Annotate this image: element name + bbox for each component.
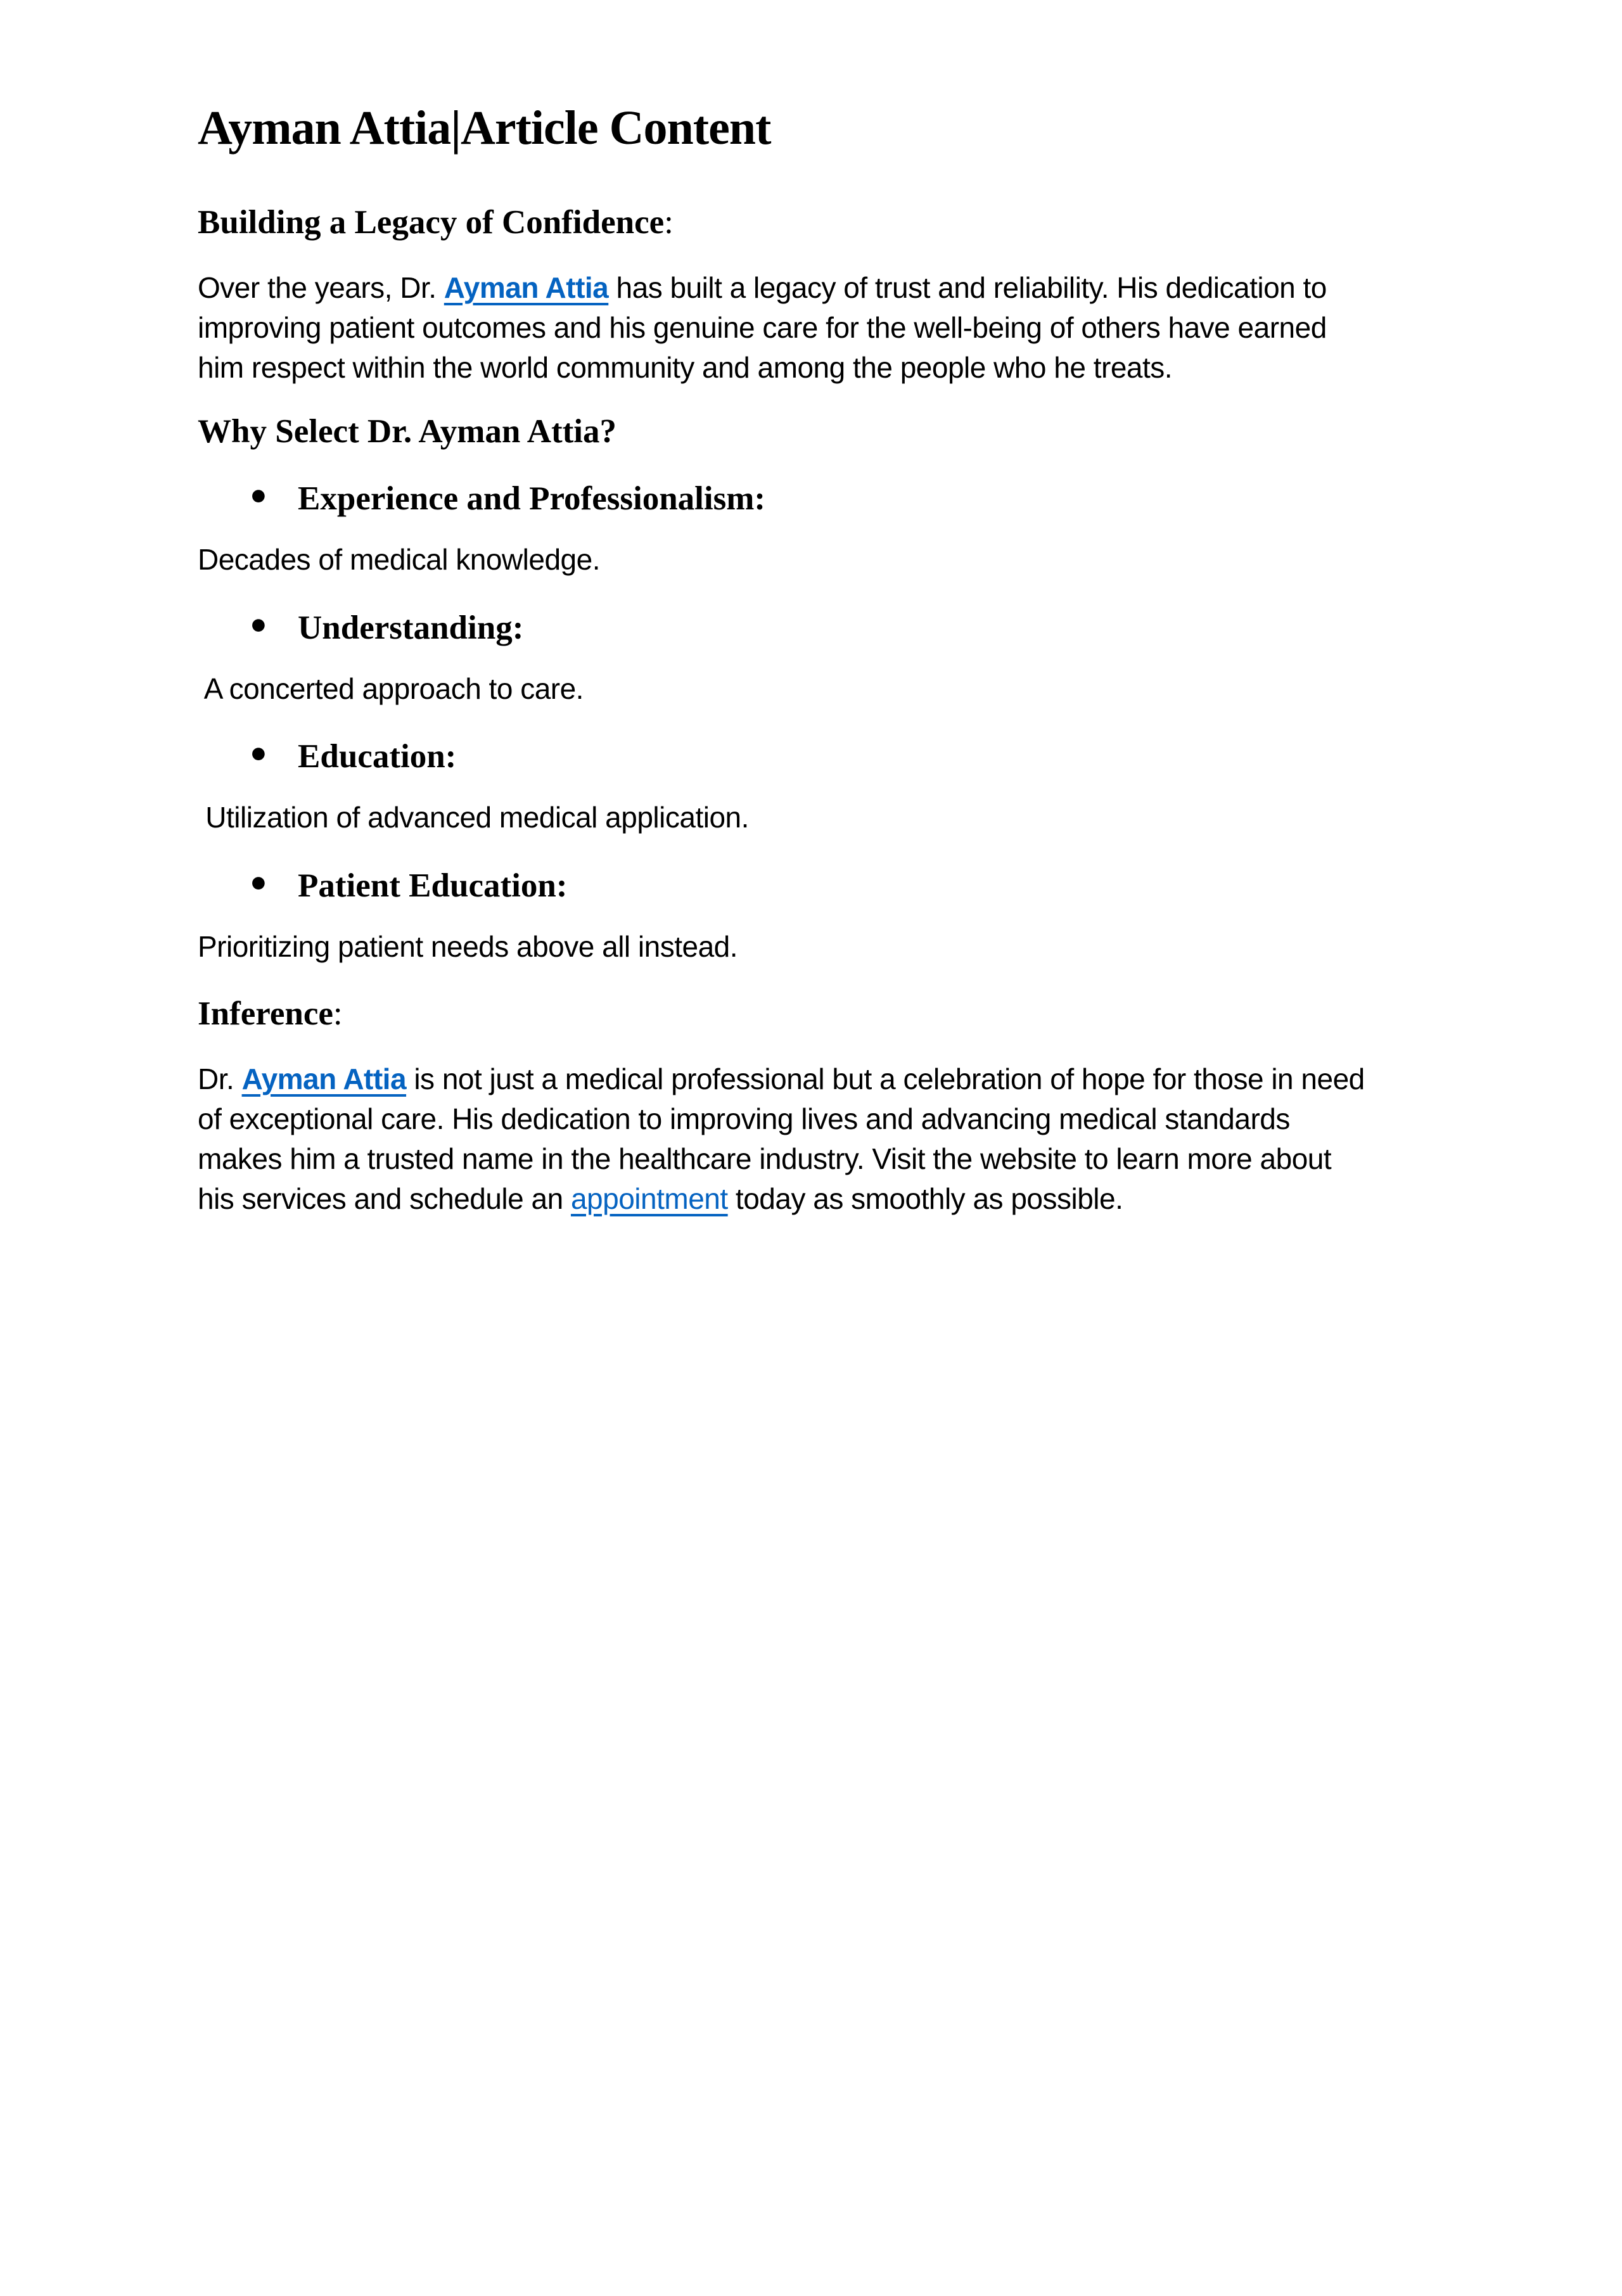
bullet-item-experience — [198, 477, 1432, 518]
bullet-body-experience-line: Decades of medical knowledge. — [198, 543, 600, 576]
bullet-body-patient-education — [198, 927, 1432, 967]
link-ayman-attia[interactable]: Ayman Attia — [444, 271, 609, 304]
heading-building-legacy-text: Building a Legacy of Confidence — [198, 204, 665, 241]
bullet-label-patient-education: Patient Education: — [298, 867, 568, 904]
bullet-icon: • — [247, 864, 270, 905]
link-appointment[interactable]: appointment — [570, 1182, 728, 1215]
paragraph-inference-line1-pre: Dr. — [198, 1062, 242, 1095]
heading-why-select: Why Select Dr. Ayman Attia? — [198, 413, 616, 450]
bullet-icon: • — [247, 477, 270, 518]
paragraph-inference-line2: of exceptional care. His dedication to improving lives and advancing medical standards — [198, 1102, 1290, 1135]
heading-inference — [198, 996, 1432, 1031]
bullet-label-education: Education: — [298, 738, 457, 775]
paragraph-inference-line4-post: today as smoothly as possible. — [727, 1182, 1123, 1215]
paragraph-inference-line4 — [198, 1179, 1432, 1219]
paragraph-legacy-line1-pre: Over the years, Dr. — [198, 271, 444, 304]
page-title: Ayman Attia|Article Content — [198, 101, 771, 155]
paragraph-inference-line4-pre: his services and schedule an — [198, 1182, 571, 1215]
bullet-item-education — [198, 735, 1432, 776]
paragraph-legacy — [198, 268, 1432, 388]
bullet-icon: • — [247, 735, 270, 776]
bullet-label-understanding: Understanding: — [298, 609, 524, 646]
bullet-item-understanding — [198, 606, 1432, 647]
bullet-body-understanding-line: A concerted approach to care. — [198, 672, 584, 705]
paragraph-legacy-line1 — [198, 268, 1432, 308]
bullet-body-understanding — [198, 669, 1432, 709]
paragraph-inference-line3: makes him a trusted name in the healthcare industry. Visit the website to learn more about — [198, 1142, 1332, 1175]
paragraph-inference-line1 — [198, 1059, 1432, 1099]
paragraph-legacy-line3: him respect within the world community and among the people who he treats. — [198, 351, 1173, 384]
paragraph-legacy-line2: improving patient outcomes and his genuine care for the well-being of others have earned — [198, 311, 1327, 344]
bullet-item-patient-education — [198, 864, 1432, 905]
paragraph-inference — [198, 1059, 1432, 1219]
bullet-body-experience — [198, 540, 1432, 580]
bullet-label-experience: Experience and Professionalism: — [298, 480, 766, 517]
bullet-body-patient-education-line: Prioritizing patient needs above all instead. — [198, 930, 738, 963]
heading-inference-text: Inference — [198, 995, 333, 1032]
paragraph-inference-line1-post: is not just a medical professional but a celebration of hope for those in need — [406, 1062, 1365, 1095]
bullet-body-education-line: Utilization of advanced medical application. — [198, 801, 749, 834]
link-ayman-attia[interactable]: Ayman Attia — [241, 1062, 407, 1095]
bullet-icon: • — [247, 606, 270, 647]
heading-building-legacy — [198, 205, 1432, 240]
heading-building-legacy-colon: : — [664, 204, 674, 241]
bullet-body-education — [198, 798, 1432, 838]
paragraph-legacy-line1-post: has built a legacy of trust and reliability. His dedication to — [608, 271, 1327, 304]
heading-inference-colon: : — [333, 995, 343, 1032]
